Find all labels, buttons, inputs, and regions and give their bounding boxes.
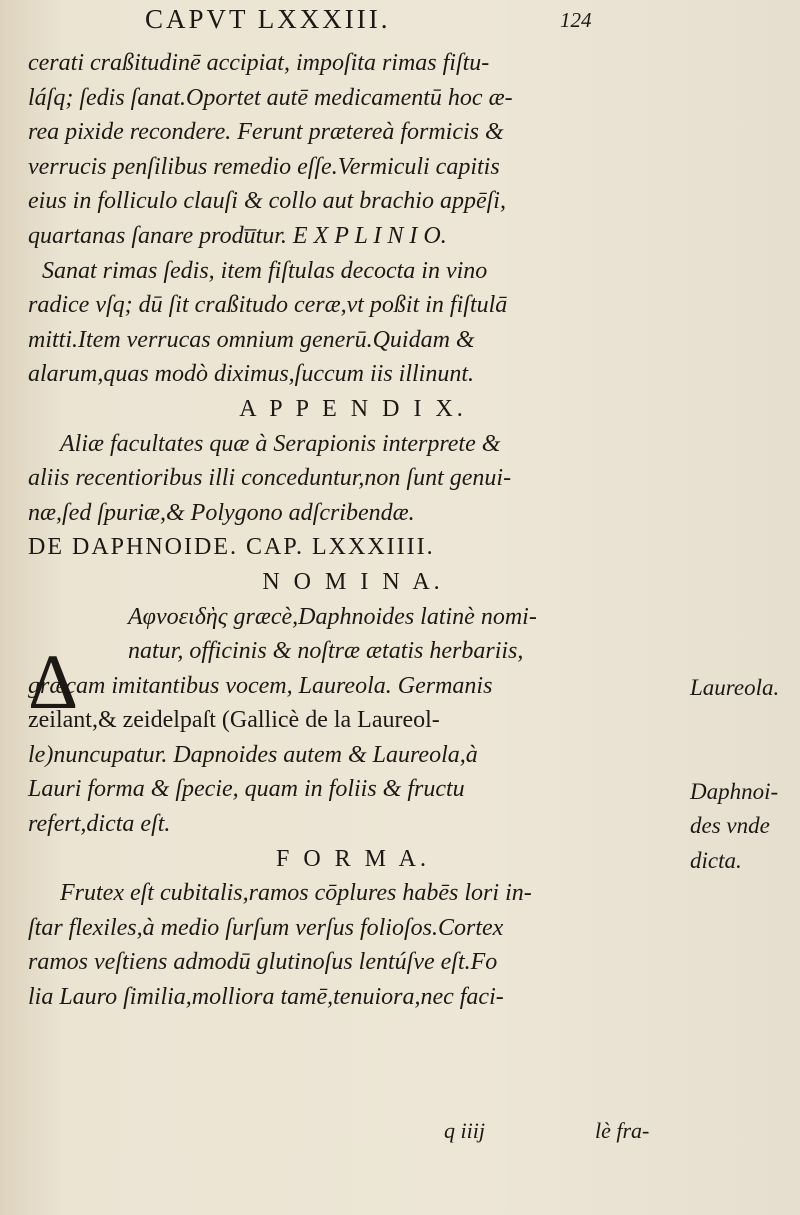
margin-note: Daphnoi-	[690, 778, 779, 804]
text-line: le)nuncupatur. Dapnoides autem & Laureola,à	[28, 741, 478, 768]
text-line: lia Lauro ſimilia,molliora tamē,tenuiora,nec faci-	[28, 984, 504, 1011]
text-line: verrucis penſilibus remedio eſſe.Vermiculi capitis	[28, 153, 500, 180]
text-line: Lauri forma & ſpecie, quam in foliis & fructu	[28, 776, 465, 803]
text-line: ramos veſtiens admodū glutinoſus lentúſve eſt.Fo	[28, 949, 498, 976]
drop-cap-initial: Δ	[28, 638, 79, 725]
text-line: Frutex eſt cubitalis,ramos cōplures habēs lori in-	[60, 880, 532, 907]
text-line: græcam imitantibus vocem, Laureola. Germanis	[28, 672, 493, 699]
text-line: zeilant,& zeidelpaſt (Gallicè de la Laureol-	[28, 707, 440, 734]
text-line: láſq; ſedis ſanat.Oportet autē medicamentū hoc æ-	[28, 84, 513, 111]
page-number: 124	[560, 8, 592, 32]
text-line: Aliæ facultates quæ à Serapionis interprete &	[60, 430, 501, 457]
page-header	[0, 2, 800, 38]
text-line: F O R M A.	[275, 845, 431, 872]
signature-mark: q iiij	[444, 1118, 485, 1143]
text-line: quartanas ſanare produ̅tur. E X P L I N I O.	[28, 222, 447, 249]
text-line: Aφνοειδὴς græcè,Daphnoides latinè nomi-	[128, 603, 537, 630]
body-text	[28, 46, 678, 1015]
text-line: rea pixide recondere. Ferunt prætereà formicis &	[28, 119, 504, 146]
text-line: refert,dicta eſt.	[28, 811, 171, 838]
text-line: N O M I N A.	[262, 568, 444, 595]
text-line: Sanat rimas ſedis, item fiſtulas decocta in vino	[42, 257, 488, 284]
margin-note: des vnde	[690, 813, 770, 839]
page-footer	[0, 1118, 800, 1158]
text-line: natur, officinis & noſtræ ætatis herbariis,	[128, 638, 524, 665]
text-line: DE DAPHNOIDE. CAP. LXXXIIII.	[28, 534, 435, 561]
text-line: A P P E N D I X.	[239, 395, 467, 422]
catchword: lè fra-	[595, 1118, 650, 1143]
running-head: CAPVT LXXXIII.	[145, 4, 391, 34]
text-line: eius in folliculo clauſi & collo aut brachio appēſi,	[28, 188, 506, 215]
text-line: cerati craßitudinē accipiat, impoſita rimas fiſtu-	[28, 50, 490, 76]
margin-note: dicta.	[690, 847, 742, 873]
margin-note: Laureola.	[690, 674, 780, 700]
text-line: mitti.Item verrucas omnium generū.Quidam &	[28, 326, 475, 353]
text-line: alarum,quas modò diximus,ſuccum iis illinunt.	[28, 361, 474, 388]
text-line: ſtar flexiles,à medio ſurſum verſus folioſos.Cortex	[28, 914, 504, 941]
text-line: næ,ſed ſpuriæ,& Polygono adſcribendæ.	[28, 499, 415, 526]
text-line: aliis recentioribus illi conceduntur,non ſunt genui-	[28, 465, 512, 492]
text-line: radice vſq; dū ſit craßitudo ceræ,vt poßit in fiſtulā	[28, 292, 508, 319]
